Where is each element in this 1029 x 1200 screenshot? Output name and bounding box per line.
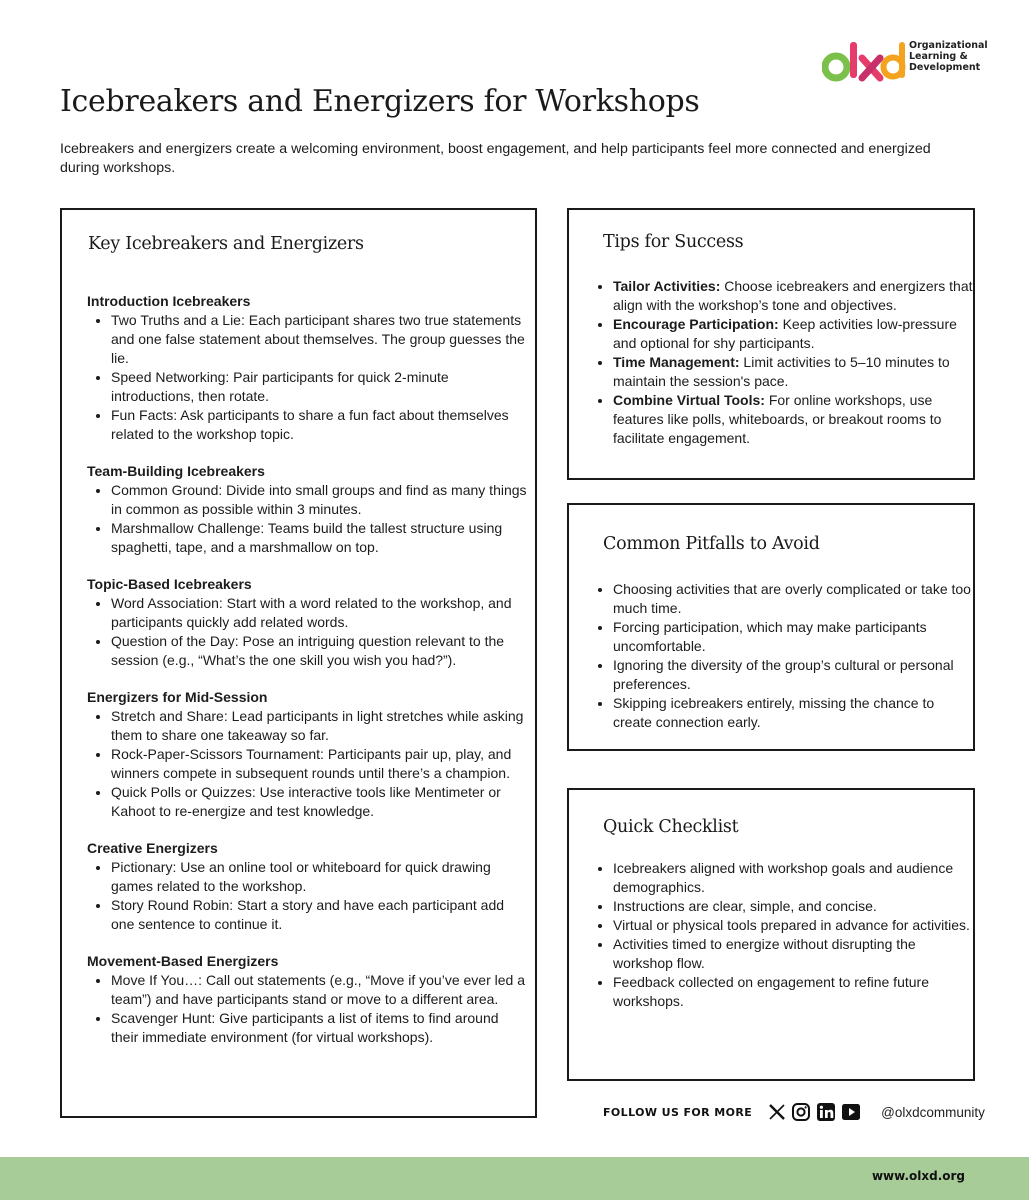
intro-paragraph: Icebreakers and energizers create a welcoming environment, boost engagement, and help participants feel more connected and energized during workshops. [60,141,931,176]
logo-line-2: Learning & [909,51,968,62]
social-icons [768,1102,861,1122]
tip-text: For online workshops, use features like polls, whiteboards, or breakout rooms to facilitate engagement. [613,392,942,446]
section-list [87,971,527,1047]
social-handle[interactable]: @olxdcommunity [881,1104,985,1120]
section-title: Introduction Icebreakers [87,293,251,309]
section-title: Movement-Based Energizers [87,953,279,969]
tip-text: Choose icebreakers and energizers that align with the workshop’s tone and objectives. [613,278,973,313]
section-title: Creative Energizers [87,840,218,856]
list-item: • Move If You…: Call out statements (e.g., “Move if you’ve ever led a team”) and have participants stand or move to a different area. [111,971,527,1009]
list-item: • Icebreakers aligned with workshop goals and audience demographics. [613,859,973,897]
list-item: • Rock-Paper-Scissors Tournament: Participants pair up, play, and winners compete in subsequent rounds until there’s a champion. [111,745,527,783]
tip-label: Tailor Activities: [613,278,721,294]
list-item: • Instructions are clear, simple, and concise. [613,897,973,916]
list-item: • Pictionary: Use an online tool or whiteboard for quick drawing games related to the workshop. [111,858,527,896]
list-item: • Quick Polls or Quizzes: Use interactive tools like Mentimeter or Kahoot to re-energize and test knowledge. [111,783,527,821]
x-icon[interactable] [768,1103,786,1121]
youtube-icon[interactable] [841,1102,861,1122]
list-item: • Speed Networking: Pair participants for quick 2-minute introductions, then rotate. [111,368,527,406]
pitfalls-heading: Common Pitfalls to Avoid [603,534,820,554]
tip-label: Combine Virtual Tools: [613,392,765,408]
section-team-building [87,462,527,557]
section-list [87,311,527,444]
follow-bar [603,1100,985,1124]
key-icebreakers-content [87,292,527,1065]
list-item: • Scavenger Hunt: Give participants a list of items to find around their immediate environment (for virtual workshops). [111,1009,527,1047]
logo-text [909,40,988,73]
list-item: • Virtual or physical tools prepared in advance for activities. [613,916,973,935]
pitfalls-box [567,503,975,751]
tip-text: Keep activities low-pressure and optional for shy participants. [613,316,957,351]
checklist-heading: Quick Checklist [603,817,739,837]
section-title: Energizers for Mid-Session [87,689,268,705]
footer-bar [0,1157,1029,1200]
tip-item [613,391,973,448]
list-item: • Forcing participation, which may make participants uncomfortable. [613,618,973,656]
website-link[interactable]: www.olxd.org [871,1169,965,1183]
list-item: • Skipping icebreakers entirely, missing the chance to create connection early. [613,694,973,732]
tips-list [589,277,973,448]
section-list [87,481,527,557]
section-introduction [87,292,527,444]
linkedin-icon[interactable] [816,1102,836,1122]
tip-text: Limit activities to 5–10 minutes to maintain the session's pace. [613,354,950,389]
checklist-list [589,859,973,1011]
tip-item [613,353,973,391]
section-creative [87,839,527,934]
list-item: • Two Truths and a Lie: Each participant shares two true statements and one false statement about themselves. The group guesses the lie. [111,311,527,368]
section-mid-session [87,688,527,821]
tip-label: Encourage Participation: [613,316,779,332]
pitfalls-list [589,580,973,732]
section-title: Team-Building Icebreakers [87,463,265,479]
list-item: • Choosing activities that are overly complicated or take too much time. [613,580,973,618]
list-item: • Word Association: Start with a word related to the workshop, and participants quickly add related words. [111,594,527,632]
section-movement [87,952,527,1047]
logo-line-3: Development [909,62,981,73]
list-item: • Ignoring the diversity of the group’s cultural or personal preferences. [613,656,973,694]
section-title: Topic-Based Icebreakers [87,576,252,592]
list-item: • Feedback collected on engagement to refine future workshops. [613,973,973,1011]
list-item: • Question of the Day: Pose an intriguing question relevant to the session (e.g., “What’s the one skill you wish you had?”). [111,632,527,670]
logo-line-1: Organizational [909,40,988,51]
instagram-icon[interactable] [791,1102,811,1122]
key-icebreakers-box [60,208,537,1118]
list-item: • Marshmallow Challenge: Teams build the tallest structure using spaghetti, tape, and a marshmallow on top. [111,519,527,557]
list-item: • Common Ground: Divide into small groups and find as many things in common as possible within 3 minutes. [111,481,527,519]
tip-label: Time Management: [613,354,740,370]
page-title: Icebreakers and Energizers for Workshops [60,84,700,119]
section-list [87,594,527,670]
list-item: • Story Round Robin: Start a story and have each participant add one sentence to continue it. [111,896,527,934]
follow-label: FOLLOW US FOR MORE [603,1105,753,1119]
section-list [87,707,527,821]
tip-item [613,277,973,315]
olxd-logo-mark [822,38,906,82]
tips-box [567,208,975,480]
list-item: • Activities timed to energize without disrupting the workshop flow. [613,935,973,973]
section-list [87,858,527,934]
section-topic-based [87,575,527,670]
list-item: • Stretch and Share: Lead participants in light stretches while asking them to share one takeaway so far. [111,707,527,745]
list-item: • Fun Facts: Ask participants to share a fun fact about themselves related to the workshop topic. [111,406,527,444]
key-icebreakers-heading: Key Icebreakers and Energizers [88,234,364,254]
checklist-box [567,788,975,1081]
tips-heading: Tips for Success [603,232,744,252]
tip-item [613,315,973,353]
